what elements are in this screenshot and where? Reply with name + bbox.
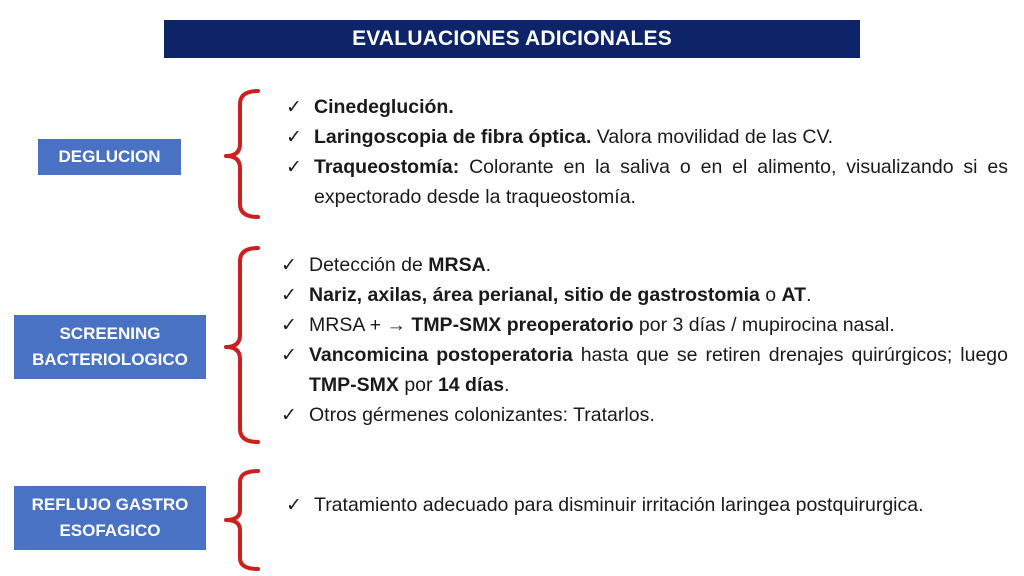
item-text: .: [806, 284, 812, 306]
item-text: MRSA + →: [309, 314, 412, 336]
checkmark-icon: ✓: [286, 494, 302, 516]
label-line: DEGLUCION: [58, 147, 161, 166]
brace-deglucion: [222, 88, 262, 220]
list-item: [281, 340, 1008, 400]
item-text: por: [398, 374, 438, 396]
item-text: 14 días: [437, 374, 505, 396]
list-item: [281, 310, 1008, 340]
checkmark-icon: ✓: [281, 284, 297, 306]
item-text: por 3 días / mupirocina nasal.: [633, 314, 895, 336]
checkmark-icon: ✓: [286, 96, 302, 118]
list-item: [281, 280, 1008, 310]
item-text: Vancomicina postoperatoria: [309, 344, 573, 366]
item-text: Traqueostomía:: [314, 156, 460, 178]
list-item: [281, 250, 1008, 280]
item-text: TMP-SMX: [309, 374, 399, 396]
list-item: [286, 152, 1008, 212]
slide-title: EVALUACIONES ADICIONALES: [164, 20, 860, 58]
label-deglucion: [38, 139, 181, 175]
item-text: Laringoscopia de fibra óptica.: [314, 126, 592, 148]
label-screening: [14, 315, 206, 379]
item-text: .: [485, 254, 492, 276]
label-line: ESOFAGICO: [59, 521, 161, 540]
label-reflujo: [14, 486, 206, 550]
label-line: REFLUJO GASTRO: [31, 495, 189, 514]
item-text: Tratamiento adecuado para disminuir irritación laringea postquirurgica.: [314, 494, 924, 516]
list-screening: [281, 250, 1008, 430]
item-text: o: [759, 284, 782, 306]
list-item: [286, 122, 1008, 152]
label-line: SCREENING: [59, 324, 161, 343]
item-text: AT: [781, 284, 807, 306]
checkmark-icon: ✓: [286, 126, 302, 148]
checkmark-icon: ✓: [281, 344, 297, 366]
list-item: [281, 400, 1008, 430]
list-deglucion: [286, 92, 1008, 212]
list-reflujo: [286, 490, 1008, 520]
item-text: Otros gérmenes colonizantes: Tratarlos.: [309, 404, 655, 426]
item-text: MRSA: [428, 254, 486, 276]
item-text: Colorante en la saliva o en el alimento, visualizando si es expectorado desde la traqueostomía.: [314, 156, 1008, 208]
item-text: Valora movilidad de las CV.: [591, 126, 834, 148]
item-text: TMP-SMX preoperatorio: [411, 314, 634, 336]
item-text: Detección de: [309, 254, 429, 276]
item-text: .: [504, 374, 510, 396]
list-item: [286, 92, 1008, 122]
brace-reflujo: [222, 468, 262, 572]
checkmark-icon: ✓: [281, 314, 297, 336]
label-line: BACTERIOLOGICO: [32, 350, 188, 369]
item-text: Nariz, axilas, área perianal, sitio de gastrostomia: [309, 284, 760, 306]
item-text: Cinedeglución.: [314, 96, 454, 118]
checkmark-icon: ✓: [281, 254, 297, 276]
brace-screening: [222, 245, 262, 445]
checkmark-icon: ✓: [281, 404, 297, 426]
checkmark-icon: ✓: [286, 156, 302, 178]
item-text: hasta que se retiren drenajes quirúrgicos; luego: [572, 344, 1008, 366]
list-item: [286, 490, 1008, 520]
